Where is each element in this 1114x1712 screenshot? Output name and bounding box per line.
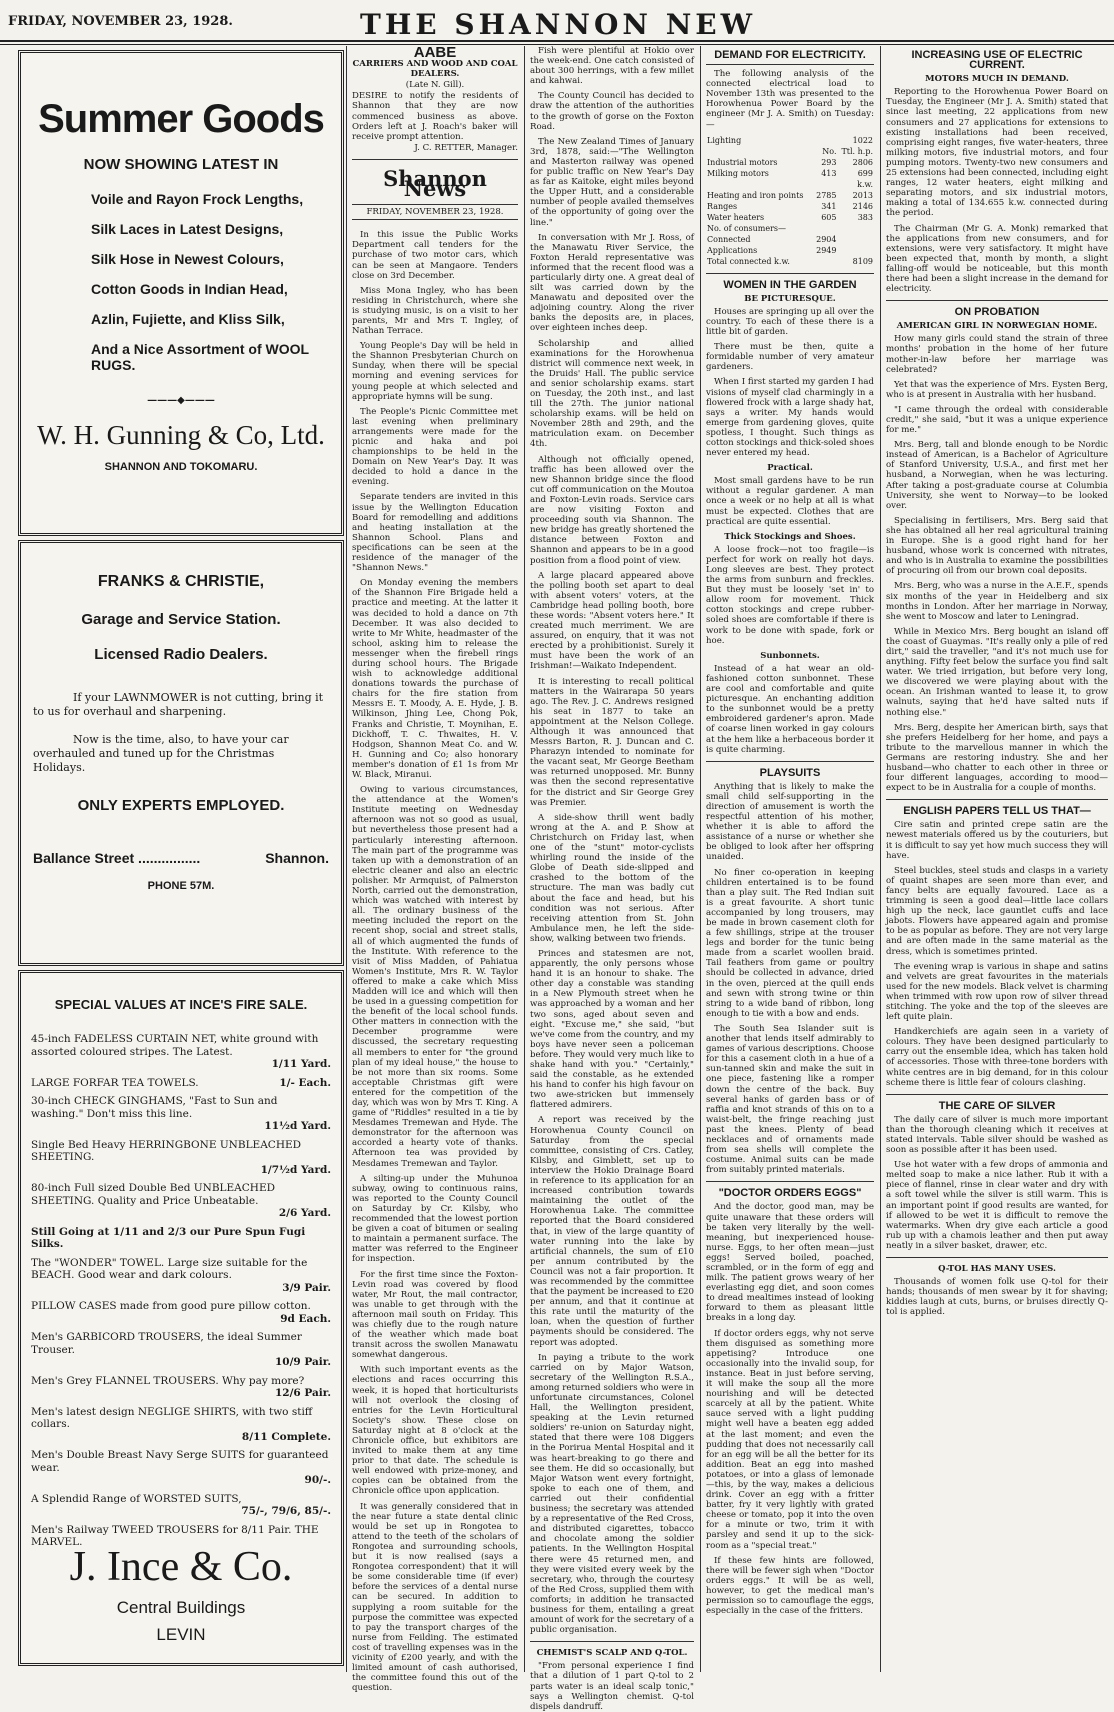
franks-address <box>33 850 329 866</box>
paragraph: The Chairman (Mr G. A. Monk) remarked that the applications from new consumers, and for extensions, were very satisfactory. It might have been expected that, month by month, a slight falling-off would be noticeable, but this month there had been a slight increase in the demand for electricity. <box>886 223 1108 295</box>
gunning-subtitle: NOW SHOWING LATEST IN <box>83 156 279 173</box>
paragraph: Steel buckles, steel studs and clasps in a variety of quaint shapes are seen more than ever, and fancy belts are equally favoured. Lace as a trimming is seen a good deal—little lace collars high up the neck, lace gauntlet cuffs and lace jabots. Flowers have appeared again and promise to be as popular as before. They are not very large and are often made in the same material as the dress, which is sometimes printed. <box>886 865 1108 957</box>
franks-title: FRANKS & CHRISTIE, <box>97 573 265 590</box>
table-cell <box>706 179 813 190</box>
paragraph: In this issue the Public Works Department call tenders for the purchase of two motor cars, which can be seen at Mangaore. Tenders close on 3rd December. <box>352 230 518 281</box>
table-cell: Milking motors <box>707 168 769 178</box>
paragraph: A side-show thrill went badly wrong at the A. and P. Show at Christchurch on Friday last, when one of the "stunt" motor-cyclists whirling round the inside of the Globe of Death side-slipped and crashed to the bottom of the structure. The man was badly cut about the face and head, but his condition was not serious. After receiving attention from St. John Ambulance men, he left the side-show, walking between two friends. <box>530 812 694 944</box>
paragraph: The South Sea Islander suit is another that lends itself admirably to games of various descriptions. Choose for this a casement cloth in a hue of a sun-tanned skin and make the suit in one piece, fastening like a romper down the centre of the back. Buy several hanks of garden bass or of raffia and knot strands of this on to a waist-belt, the fringe reaching just past the knees. Plenty of bead necklaces and of ornaments made from sea shells will complete the costume. Animal suits can be made from suitably printed materials. <box>706 1023 874 1176</box>
ince-address-1: Central Buildings <box>116 1598 246 1617</box>
ince-firm: J. Ince & Co. <box>69 1544 293 1590</box>
table-cell: 341 <box>821 201 837 211</box>
table-row <box>706 179 874 190</box>
paragraph-list <box>886 1115 1108 1251</box>
ince-item <box>31 1300 331 1325</box>
ince-item-price: 12/6 Pair. <box>274 1387 331 1399</box>
ince-item <box>31 1226 331 1251</box>
ince-item-price: 3/9 Pair. <box>282 1281 331 1294</box>
aabe-subtitle: CARRIERS AND WOOD AND COAL DEALERS. <box>352 59 518 80</box>
paragraph-list <box>530 46 694 1635</box>
table-cell: No. of consumers— <box>707 223 787 233</box>
practical-subheading: Practical. <box>767 463 813 474</box>
gunning-line: Silk Laces in Latest Designs, <box>91 221 284 237</box>
column-rule <box>524 46 525 1672</box>
divider <box>886 300 1108 301</box>
ince-item <box>31 1033 331 1071</box>
paragraph: In conversation with Mr J. Ross, of the Manawatu River Service, the Foxton Herald representative was informed that the recent flood was a particularly dirty one. A great deal of silt was carried down by the Manawatu and deposited over the adjoining country. Along the river banks the deposits are, in places, over eighteen inches deep. <box>530 232 694 334</box>
garden-heading: WOMEN IN THE GARDEN <box>723 278 857 291</box>
paragraph: Mrs. Berg, tall and blonde enough to be Nordic instead of American, is a Bachelor of Agriculture of Stanford University, U.S.A., and first met her husband, a Norwegian, when he was lecturing. After taking a post-graduate course at Columbia University, she went to Norway—to be looked over. <box>886 440 1108 511</box>
paragraph: Owing to various circumstances, the attendance at the Women's Institute meeting on Wednesday afternoon was not so good as usual, but nevertheless those present had a particularly interesting afternoon. The main part of the programme was taken up with a demonstration of an electric cleaner and also an electric polisher. Mr Armquist, of Palmerston North, carried out the demonstration, which was watched with interest by all. The ordinary business of the meeting included the report on the recent shop, social and street stalls, all of which augmented the funds of the Institute. With reference to the visit of Miss Madden, of Pahiatua Women's Institute, Mrs R. W. Taylor offered to make a cake which Miss Madden will ice and which will then be used in a guessing competition for the benefit of the local school funds. Other matters in connection with the December programme were discussed, the secretary requesting all members to enter for "the ground plan of my ideal house," the house to be not more than six rooms. Some acceptable Christmas gift were entered for the competition of the day, which was won by Mrs T. King. A game of "Riddles" resulted in a tie by Mesdames Tremewan and Hyde. The demonstrator for the afternoon was accorded a hearty vote of thanks. Afternoon tea was provided by Mesdames Tremewan and Taylor. <box>352 785 518 1169</box>
gunning-line: And a Nice Assortment of WOOL RUGS. <box>91 341 309 373</box>
ince-item-price: 10/9 Pair. <box>274 1356 331 1368</box>
paragraph: It is interesting to recall political matters in the Wairarapa 50 years ago. The Rev. J. C. Andrews resigned his seat in 1877 to take an appointment at the Nelson College. Although it was announced that Messrs Barton, R. J. Duncan and C. Pharazyn intended to nominate for the vacant seat, Mr George Beetham was returned unopposed. Mr. Bunny was then the second representative for the district and Sir George Grey was Premier. <box>530 676 694 808</box>
paragraph: A report was received by the Horowhenua County Council on Saturday from the special committee, consisting of Crs. Catley, Kilsby, and Gimblett, set up to interview the Hokio Drainage Board in reference to its application for an increased contribution towards maintaining the outlet of the Horowhenua Lake. The committee reported that the Board considered that, in view of the large quantity of water running into the lake by artificial channels, the sum of £10 per annum contributed by the Council was not a fair proportion. It was recommended by the committee that the payment be increased to £20 per annum, and that it continue at this rate until the maturity of the loan, when the question of further payments should be considered. The report was adopted. <box>530 1115 694 1348</box>
franks-street: Ballance Street ................ <box>33 850 201 866</box>
divider <box>886 799 1108 800</box>
paragraph: Mrs. Berg, who was a nurse in the A.E.F., spends six months of the year in Heidelberg and six months in London. After her marriage in Norway, she went to Moscow and later to Leningrad. <box>886 581 1108 622</box>
issue-date: FRIDAY, NOVEMBER 23, 1928. <box>8 14 233 29</box>
ince-item-list <box>31 1033 331 1555</box>
table-cell: 293 <box>821 157 837 167</box>
table-cell: Connected <box>707 234 751 244</box>
table-cell: 605 <box>821 212 837 222</box>
masthead-rule <box>0 44 1114 45</box>
nameplate: Shannon News <box>383 165 487 202</box>
paragraph: While in Mexico Mrs. Berg bought an island off the coast of Guaymas. "It's really only a pile of red dirt," said the traveller, "and it's not much use for anything. Fifty feet below the surface you find salt water. We tried irrigation, but before very long, we discovered we were playing about with the ocean. An Irishman wanted to lease it, to grow walnuts, saying that he'd have salted nuts if nothing else." <box>886 626 1108 718</box>
paragraph: Handkerchiefs are again seen in a variety of colours. They have been designed particularly to carry out the ensemble idea, which has taken hold of accessories. Those with three-tone borders with white centres are in big demand, for in this colour scheme there is little fear of colours clashing. <box>886 1027 1108 1088</box>
gunning-lines <box>91 191 341 373</box>
divider <box>886 1094 1108 1095</box>
paragraph-list <box>886 334 1108 793</box>
paragraph: Cire satin and printed crepe satin are the newest materials offered us by the couturiers, but it is difficult to say yet how much success they will have. <box>886 820 1108 861</box>
table-cell <box>837 223 874 234</box>
playsuits-heading: PLAYSUITS <box>759 766 821 779</box>
news-column-3 <box>530 46 694 1712</box>
paragraph: Use hot water with a few drops of ammonia and melted soap to make a nice lather. Rub it with a piece of flannel, rinse in clear water and dry with a soft towel while the silver is still warm. This is an important point if good results are wanted, for if allowed to be wet it is difficult to remove the watermarks. When dry give each article a good rub up with a chamois leather and then put away neatly in a silver basket, drawer, etc. <box>886 1160 1108 1251</box>
ince-item-price: 1/11 Yard. <box>271 1058 331 1070</box>
paragraph: A large placard appeared above the polling booth set apart to deal with absent voters' voters, at the Cambridge head polling booth, bore these words: "Absent voters here." It created much merriment. We are assured, on enquiry, that it was not erected by a prohibitionist. Surely it must have been the work of an Irishman!—Waikato Independent. <box>530 570 694 672</box>
gunning-line: Cotton Goods in Indian Head, <box>91 281 288 297</box>
gunning-advert <box>18 50 344 536</box>
gunning-line: Silk Hose in Newest Colours, <box>91 251 284 267</box>
table-cell: Industrial motors <box>707 157 778 167</box>
paragraph: And the doctor, good man, may be quite unaware that these orders will be taken very literally by the well-meaning, but inexperienced house-nurse. Eggs, to her often mean—just eggs! Served boiled, poached, scrambled, or in the form of egg and milk. The patient grows weary of her everlasting egg diet, and soon comes to dread mealtimes instead of looking forward to them as pleasant little breaks in a long day. <box>706 1202 874 1324</box>
paragraph: For the first time since the Foxton-Levin road was covered by flood water, Mr Rout, the mail contractor, was unable to get through with the afternoon mail south on Friday. This was chiefly due to the rough nature of the weather which made boat transit across the swollen Manawatu somewhat dangerous. <box>352 1269 518 1361</box>
table-cell <box>837 245 874 256</box>
gunning-firm: W. H. Gunning & Co, Ltd. <box>37 420 325 450</box>
news-column-4 <box>706 46 874 1668</box>
ince-item-price: 90/-. <box>304 1474 331 1486</box>
ince-item-text: A Splendid Range of WORSTED SUITS, <box>31 1492 242 1505</box>
table-row <box>706 223 874 234</box>
paragraph: The People's Picnic Committee met last evening when preliminary arrangements were made for the picnic and haka and poi championships to be held in the Domain on New Year's Day. It was decided to hold a dance in the evening. <box>352 406 518 488</box>
divider <box>706 64 874 65</box>
paragraph: Reporting to the Horowhenua Power Board on Tuesday, the Engineer (Mr J. A. Smith) stated that since last meeting, 22 applications from new consumers and 27 applications for extensions to existing installations had been received, comprising eight ranges, five water-heaters, three milking motors, five industrial motors, and four pumping motors. Twenty-two new consumers and 25 extensions had been connected, including eight ranges, 12 water heaters, eight milking and separating motors, and six industrial motors, making a total of 134.655 k.w. connected during the period. <box>886 87 1108 219</box>
paragraph: Separate tenders are invited in this issue by the Wellington Education Board for remodelling and additions and heating installation at the Shannon School. Plans and specifications can be seen at the residence of the manager of the "Shannon News." <box>352 492 518 574</box>
paragraph-list <box>706 782 874 1176</box>
paragraph: Houses are springing up all over the country. To each of these there is a little bit of garden. <box>706 306 874 338</box>
table-cell: 1022 <box>852 135 873 145</box>
table-cell <box>813 256 837 267</box>
qtol-body: Thousands of women folk use Q-tol for their hands; thousands of men swear by it for shaving; kiddies laugh at cuts, burns, or bruises directly Q-tol is applied. <box>886 1277 1108 1318</box>
ince-item <box>31 1493 331 1518</box>
paragraph: Scholarship and allied examinations for the Horowhenua district will commence next week, in the Druids' Hall. The public service and senior scholarship exams. start on Tuesday, the 20th inst., and last till the 27th. The junior national scholarship exams. will be held on November 28th and 29th, and the matriculation exam. on December 4th. <box>530 338 694 450</box>
dateline: FRIDAY, NOVEMBER 23, 1928. <box>352 204 518 220</box>
stockings-para: A loose frock—not too fragile—is perfect for work on really hot days. Long sleeves are best. They protect the arms from sunburn and freckles. But they must be loosely 'set in' to allow room for movement. Thick cotton stockings and crepe rubber-soled shoes are comfortable if there is work to be done with spade, fork or hoe. <box>706 544 874 646</box>
table-cell: 2013 <box>852 190 873 200</box>
table-cell: 8109 <box>852 256 873 266</box>
paragraph: Princes and statesmen are not, apparently, the only persons whose hand it is an honour to shake. The other day a constable was standing in a New Plymouth street when he was approached by a woman and her two sons, aged about seven and eight. "Excuse me," she said, "but we've come from the country, and my boys have never seen a policeman before. They would very much like to shake hand with you." "Certainly," said the constable, as he extended his hand to confer his high favour on two awe-stricken but immensely flattered admirers. <box>530 948 694 1111</box>
aabe-late: (Late N. Gill). <box>405 80 465 91</box>
ince-item-text: The "WONDER" TOWEL. Large size suitable for the BEACH. Good wear and dark colours. <box>31 1256 308 1281</box>
paragraph: With such important events as the elections and races occurring this week, it is hoped that horticulturists will not overlook the closing of entries for the Levin Horticultural Society's show. These close on Saturday night at 8 o'clock at the Chronicle office, but exhibitors are invited to make them at any time prior to that date. The schedule is well endowed with prize-money, and copies can be obtained from the Chronicle office upon application. <box>352 1365 518 1497</box>
gunning-location: SHANNON AND TOKOMARU. <box>104 461 258 473</box>
column-rule <box>346 46 347 1672</box>
table-cell: 2904 <box>816 234 837 244</box>
ince-item-text: 45-inch FADELESS CURTAIN NET, white ground with assorted coloured stripes. The Latest. <box>31 1033 319 1058</box>
divider <box>706 1181 874 1182</box>
table-cell: Applications <box>707 245 758 255</box>
table-row <box>706 146 874 157</box>
paragraph: Although not officially opened, traffic has been allowed over the new Shannon bridge since the flood cut off communication on the Moutoa and Foxton-Levin roads. Service cars are now visiting Foxton and proceeding south via Shannon. The new bridge has greatly shortened the distance between Foxton and Shannon and appears to be in a good position from a flood point of view. <box>530 454 694 566</box>
news-column-5 <box>886 46 1108 1668</box>
paragraph: The daily care of silver is much more important than the thorough cleaning which it receives at stated intervals. Table silver should be washed as soon as possible after it has been used. <box>886 1114 1108 1156</box>
paragraph: Specialising in fertilisers, Mrs. Berg said that she has obtained all her real agricultural training in Europe. She is a good right hand for her husband, whose work is concerned with nitrates, and who is in Australia to examine the possibilities of procuring oil from our brown coal deposits. <box>886 515 1108 577</box>
ince-item-price: 75/-, 79/6, 85/-. <box>241 1505 331 1517</box>
divider <box>530 1641 694 1642</box>
franks-experts: ONLY EXPERTS EMPLOYED. <box>77 797 285 814</box>
ince-item <box>31 1331 331 1369</box>
table-cell <box>813 223 837 234</box>
table-cell: Ranges <box>707 201 738 211</box>
table-cell: Ttl. h.p. <box>841 146 873 156</box>
ince-item-price: 11½d Yard. <box>264 1120 331 1132</box>
franks-body-lawnmower: If your LAWNMOWER is not cutting, bring it to us for overhaul and sharpening. <box>33 691 324 718</box>
paragraph: The New Zealand Times of January 3rd, 1878, said:—"The Wellington and Masterton railway was opened for public traffic on New Year's Day as far as Kaitoke, eight miles beyond the Upper Hutt, and a considerable number of people availed themselves of the opportunity of going over the line." <box>530 136 694 228</box>
gunning-line: Voile and Rayon Frock Lengths, <box>91 191 304 207</box>
ince-address-2: LEVIN <box>156 1625 206 1644</box>
paragraph: The County Council has decided to draw the attention of the authorities to the growth of gorse on the Foxton Road. <box>530 91 694 132</box>
gunning-title: Summer Goods <box>38 97 324 141</box>
ince-item-text: Still Going at 1/11 and 2/3 our Pure Spun Fugi Silks. <box>31 1225 306 1250</box>
divider <box>352 159 518 160</box>
divider <box>886 1257 1108 1258</box>
table-row <box>706 234 874 245</box>
table-cell: 2146 <box>852 201 873 211</box>
table-row <box>706 190 874 201</box>
silver-heading: THE CARE OF SILVER <box>938 1099 1056 1112</box>
ince-item <box>31 1257 331 1295</box>
franks-phone: PHONE 57M. <box>147 880 215 892</box>
gunning-line: Azlin, Fujiette, and Kliss Silk, <box>91 311 285 327</box>
table-cell: Lighting <box>707 135 742 145</box>
paragraph: Young People's Day will be held in the Shannon Presbyterian Church on Sunday, when there will be special morning and evening services for young people at which selected and appropriate hymns will be sung. <box>352 341 518 402</box>
paragraph: How many girls could stand the strain of three months' probation in the home of her future mother-in-law before her marriage was celebrated? <box>886 334 1108 375</box>
paragraph-list <box>706 1202 874 1616</box>
paragraph: A silting-up under the Muhunoa subway, owing to continuous rains, was reported to the County Council on Saturday by Cr. Kilsby, who recommended that the lowest portion be given a coat of bitumen or sealing to maintain a permanent surface. The matter was referred to the Engineer for inspection. <box>352 1173 518 1265</box>
column-rule <box>880 46 881 1672</box>
aabe-body: DESIRE to notify the residents of Shannon that they are now commenced business as above. Orders left at J. Roach's baker will receive prompt attention. <box>352 91 518 142</box>
paragraph: If doctor orders eggs, why not serve them disguised as something more appetising? Introduce one occasionally into the invalid soup, for instance. Beat in just before serving, it will make the soup all the more nourishing and will be detected scarcely at all by the patient. White sauce served with a light pudding might well have a beaten egg added at the last moment; and even the pudding that does not necessarily call for an egg will be all the better for its addition. Beat an egg into mashed potatoes, or into a glass of lemonade—this, by the way, makes a delicious drink. Cover an egg with a fritter batter, fry it very lightly with grated cheese or tomato, pop it into the oven for a minute or two, trim it with parsley and send it up to the sick-room as a "special treat." <box>706 1328 874 1551</box>
chemist-body: "From personal experience I find that a dilution of 1 part Q-tol to 2 parts water is an ideal scalp tonic," says a Wellington chemist. Q-tol dispels dandruff. <box>530 1661 694 1712</box>
ince-item-price: 1/7½d Yard. <box>260 1163 331 1176</box>
ince-item-price: 8/11 Complete. <box>241 1430 331 1443</box>
news-column-2 <box>352 44 518 1694</box>
table-cell: No. <box>822 146 837 156</box>
franks-line-radio: Licensed Radio Dealers. <box>94 646 268 663</box>
table-cell: 383 <box>857 212 873 222</box>
paragraph: "I came through the ordeal with considerable credit," she said, "but it was a unique experience for me." <box>886 404 1108 436</box>
electric-heading: INCREASING USE OF ELECTRIC CURRENT. <box>911 49 1083 72</box>
table-row <box>706 157 874 168</box>
demand-intro: The following analysis of the connected electrical load to November 13th was presented to the Horowhenua Power Board by the engineer (Mr J. A. Smith) on Tuesday:— <box>706 69 874 130</box>
ince-item-text: Single Bed Heavy HERRINGBONE UNBLEACHED SHEETING. <box>31 1138 302 1163</box>
paragraph-list <box>352 230 518 1693</box>
ince-item-text: Men's latest design NEGLIGE SHIRTS, with two stiff collars. <box>31 1405 313 1430</box>
paragraph: Fish were plentiful at Hokio over the week-end. One catch consisted of about 300 herrings, with a few millet and kahwai. <box>530 46 694 87</box>
table-row <box>706 245 874 256</box>
demand-heading: DEMAND FOR ELECTRICITY. <box>714 49 866 61</box>
table-cell: 2806 <box>852 157 873 167</box>
paragraph-list <box>706 307 874 458</box>
ince-item-price: 9d Each. <box>280 1312 331 1325</box>
sunbonnets-para: Instead of a hat wear an old-fashioned cotton sunbonnet. These are cool and comfortable and quite picturesque. An enchanting addition to the sunbonnet would be a pretty embroidered gardener's apron. Made of coarse linen worked in gay colours at the hem like a herbaceous border it is quite charming. <box>706 663 874 755</box>
aabe-sign: J. C. RETTER, Manager. <box>414 142 518 153</box>
table-row <box>706 256 874 267</box>
probation-subheading: AMERICAN GIRL IN NORWEGIAN HOME. <box>896 321 1098 332</box>
aabe-title: AABE <box>413 44 457 61</box>
table-cell: Total connected k.w. <box>707 256 790 266</box>
paragraph-list <box>886 87 1108 294</box>
table-row <box>706 135 874 146</box>
ince-item-text: Men's Double Breast Navy Serge SUITS for guaranteed wear. <box>31 1449 329 1474</box>
ince-item-text: LARGE FORFAR TEA TOWELS. <box>31 1076 199 1089</box>
probation-heading: ON PROBATION <box>954 306 1040 319</box>
ince-advert <box>18 970 344 1666</box>
ince-item <box>31 1077 331 1090</box>
paragraph: It was generally considered that in the near future a state dental clinic would be set up in Rongotea to attend to the teeth of the scholars of Rongotea and surrounding schools, but it is now realised (says a Rongotea correspondent) that it will be some considerable time (if ever) before the services of a dental nurse can be secured. In addition to supplying a room suitable for the purpose the committee was expected to pay the transport charges of the nurse from Feilding. The estimated cost of travelling expenses was in the vicinity of £200 yearly, and with the limited amount of cash authorised, the committee found this out of the question. <box>352 1501 518 1694</box>
qtol-heading: Q-TOL HAS MANY USES. <box>938 1264 1056 1275</box>
table-row <box>706 212 874 223</box>
paragraph: There must be then, quite a formidable number of very amateur gardeners. <box>706 342 874 373</box>
ince-item-price: 1/- Each. <box>279 1076 331 1089</box>
garden-subheading: BE PICTURESQUE. <box>744 293 836 304</box>
table-row <box>706 168 874 179</box>
divider-ornament: ———◆——— <box>147 395 215 406</box>
ince-item <box>31 1375 331 1400</box>
newspaper-title: THE SHANNON NEW <box>360 8 757 41</box>
franks-town: Shannon. <box>265 850 329 866</box>
paragraph: No finer co-operation in keeping children entertained is to be found than a play suit. The Red Indian suit is a great favourite. A short tunic accompanied by long trousers, may be made in brown casement cloth for a few shillings, stripe at the trouser legs and border for the tunic being made from a scarlet woollen braid. Tail feathers from game or poultry should be collected in advance, dried in the oven, pierced at the quill ends and sewn with strong twine or thin string to a wide band of ribbon, long enough to tie with a bow and ends. <box>706 867 874 1019</box>
chemist-heading: CHEMIST'S SCALP AND Q-TOL. <box>536 1648 688 1659</box>
paragraph-list <box>886 820 1108 1087</box>
table-cell: Water heaters <box>707 212 765 222</box>
table-cell: 699 <box>857 168 873 178</box>
paragraph: When I first started my garden I had visions of myself clad charmingly in a flowered frock with a large shady hat, says a writer. My hands would emerge from gardening gloves, quite spotless, I thought. Such things as cotton stockings and thick-soled shoes never entered my head. <box>706 377 874 459</box>
table-cell <box>837 234 874 245</box>
ince-item-text: 30-inch CHECK GINGHAMS, "Fast to Sun and washing." Don't miss this line. <box>31 1095 278 1120</box>
ince-item-text: PILLOW CASES made from good pure pillow cotton. <box>31 1300 311 1312</box>
paragraph: On Monday evening the members of the Shannon Fire Brigade held a practice and meeting. At the latter it was decided to hold a dance on 7th December. It was also decided to write to Mr White, headmaster of the school, asking him to release the messenger when the firebell rings during school hours. The Brigade wish to acknowledge additional donations towards the purchase of chairs for the fire station from Messrs E. T. Moody, A. E. Hyde, J. B. Wilkinson, Jhing Lee, Chong Pok, Franks and Christie, T. Moynihan, E. Dickhoff, T. C. Thwaites, H. V. Hodgson, Shannon Meat Co. and W. H. Gunning and Co; also honorary member's donation of £1 1s from Mr W. Black, Miranui. <box>352 578 518 780</box>
sunbonnets-subheading: Sunbonnets. <box>760 650 820 661</box>
ince-item-text: Men's Railway TWEED TROUSERS for 8/11 Pair. THE MARVEL. <box>31 1523 319 1548</box>
ince-item <box>31 1095 331 1133</box>
franks-christie-advert <box>18 540 344 966</box>
divider <box>706 273 874 274</box>
ince-item-price: 2/6 Yard. <box>278 1207 331 1219</box>
paragraph: The evening wrap is various in shape and satins and velvets are great favourites in the materials used for the new models. Black velvet is charming when trimmed with row upon row of silver thread stitching. The yoke and the top of the sleeves are left quite plain. <box>886 961 1108 1023</box>
ince-item-text: 80-inch Full sized Double Bed UNBLEACHED SHEETING. Quality and Price Unbeatable. <box>31 1182 276 1207</box>
table-cell: k.w. <box>857 179 873 189</box>
table-cell: 2785 <box>816 190 837 200</box>
papers-heading: ENGLISH PAPERS TELL US THAT— <box>903 805 1091 818</box>
paragraph: If these few hints are followed, there will be fewer sigh when "Doctor orders eggs." It will be as well, however, to get the medical man's permission so to camouflage the eggs, especially in the case of the fritters. <box>706 1555 874 1617</box>
franks-body-overhaul: Now is the time, also, to have your car overhauled and tuned up for the Christmas Holidays. <box>33 733 289 774</box>
eggs-heading: "DOCTOR ORDERS EGGS" <box>718 1187 862 1200</box>
ince-item-text: Men's Grey FLANNEL TROUSERS. Why pay more? <box>31 1374 305 1387</box>
table-cell: 2949 <box>816 245 837 255</box>
paragraph: Miss Mona Ingley, who has been residing in Christchurch, where she is studying music, is on a visit to her parents, Mr and Mrs T. Ingley, of Nathan Terrace. <box>352 285 518 337</box>
electric-subheading: MOTORS MUCH IN DEMAND. <box>925 74 1069 85</box>
column-rule <box>700 46 701 1672</box>
table-cell <box>706 146 813 157</box>
ince-item <box>31 1406 331 1444</box>
table-cell: Heating and iron points <box>707 190 804 200</box>
paragraph: Anything that is likely to make the small child self-supporting in the direction of amusement is worth the respectful attention of his mother, whether it is able to afford the assistance of a nurse or whether she be obliged to look after her offspring unaided. <box>706 781 874 863</box>
franks-line-garage: Garage and Service Station. <box>81 611 281 628</box>
ince-item <box>31 1449 331 1487</box>
stockings-subheading: Thick Stockings and Shoes. <box>724 531 856 542</box>
paragraph: Yet that was the experience of Mrs. Eysten Berg, who is at present in Australia with her husband. <box>886 379 1108 400</box>
divider <box>706 761 874 762</box>
table-cell: 413 <box>821 168 837 178</box>
table-cell <box>813 135 837 146</box>
paragraph: Mrs. Berg, despite her American birth, says that she prefers Heidelberg for her home, and pays a tribute to the marvellous manner in which the Germans are restoring industry. She and her husband—who chatter to each other in three or four different languages, according to mood—expect to be in Australia for a couple of months. <box>886 722 1108 794</box>
load-table <box>706 135 874 267</box>
ince-item <box>31 1182 331 1220</box>
practical-para: Most small gardens have to be run without a regular gardener. A man once a week or no help at all is what must be expected. Clothes that are practical are quite essential. <box>706 476 874 527</box>
ince-item-text: Men's GARBICORD TROUSERS, the ideal Summer Trouser. <box>31 1331 302 1356</box>
ince-title: SPECIAL VALUES AT INCE'S FIRE SALE. <box>54 997 308 1012</box>
masthead <box>0 0 1114 42</box>
table-row <box>706 201 874 212</box>
paragraph: In paying a tribute to the work carried on by Major Watson, secretary of the Wellington R.S.A., among returned soldiers who were in unfortunate circumstances, Colonel Hall, the Wellington president, speaking at the Levin returned soldiers' re-union on Saturday night, stated that there were 108 Diggers in the Porirua Mental Hospital and it was heart-breaking to go there and see them. He did so occasionally, but Major Watson went every fortnight, spoke to each one of them, and carried out their confidential business; the secretary was attended by a representative of the Red Cross, and distributed cigarettes, tobacco and chocolate among the soldier patients. In the Wellington Hospital there were 45 returned men, and they were visited every week by the secretary, who, through the courtesy of the Red Cross, supplied them with comforts; in addition he transacted business for them, entailing a great amount of work for the secretary of a public organisation. <box>530 1352 694 1636</box>
table-cell <box>813 179 837 190</box>
ince-item <box>31 1139 331 1177</box>
